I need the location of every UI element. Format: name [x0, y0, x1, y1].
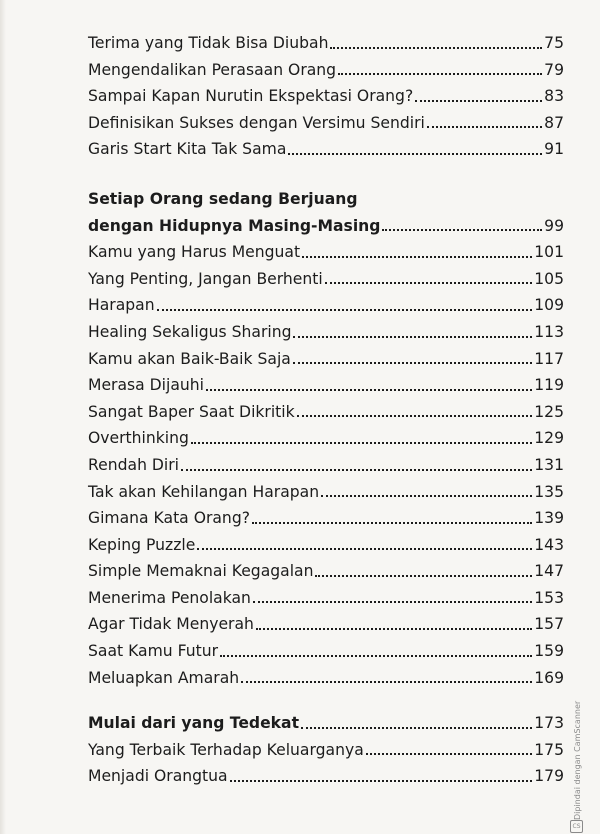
toc-entry — [88, 83, 564, 110]
toc-entry-title: Overthinking — [88, 429, 189, 448]
leader-dots — [382, 229, 542, 231]
toc-page-number: 139 — [534, 509, 564, 528]
toc-section-heading-line-1: Setiap Orang sedang Berjuang — [88, 189, 358, 208]
leader-dots — [330, 47, 542, 49]
toc-entry-title: Simple Memaknai Kegagalan — [88, 562, 314, 581]
toc-page-number: 113 — [534, 322, 564, 341]
toc-page-number: 75 — [544, 34, 564, 52]
toc-entry — [88, 737, 564, 764]
toc-page-number: 101 — [534, 243, 564, 262]
toc-group-1 — [88, 30, 564, 163]
toc-entry-title: Terima yang Tidak Bisa Diubah — [88, 34, 329, 52]
toc-entry — [88, 452, 564, 479]
leader-dots — [302, 256, 532, 258]
section-gap — [88, 163, 564, 186]
toc-entry — [88, 399, 564, 426]
toc-entry-title: Meluapkan Amarah — [88, 668, 240, 687]
toc-entry — [88, 136, 564, 163]
leader-dots — [325, 282, 533, 284]
toc-group-2 — [88, 239, 564, 691]
leader-dots — [297, 415, 533, 417]
toc-entry — [88, 425, 564, 452]
leader-dots — [288, 153, 542, 155]
toc-entry — [88, 532, 564, 559]
scanner-watermark: Dipindai dengan CamScanner — [573, 700, 582, 820]
toc-entry — [88, 239, 564, 266]
leader-dots — [252, 522, 532, 524]
section-gap — [88, 691, 564, 710]
leader-dots — [415, 100, 542, 102]
toc-entry-title: Menjadi Orangtua — [88, 767, 228, 786]
leader-dots — [241, 681, 532, 683]
toc-entry-title: Sampai Kapan Nurutin Ekspektasi Orang? — [88, 87, 414, 106]
toc-page-number: 109 — [534, 296, 564, 315]
leader-dots — [293, 336, 532, 338]
toc-entry-title: Yang Terbaik Terhadap Keluarganya — [88, 740, 364, 759]
table-of-contents — [88, 30, 564, 790]
toc-page-number: 147 — [534, 562, 564, 581]
toc-entry-title: Keping Puzzle — [88, 535, 196, 554]
toc-entry — [88, 346, 564, 373]
toc-entry-title: Garis Start Kita Tak Sama — [88, 140, 287, 159]
leader-dots — [315, 575, 532, 577]
toc-page-number: 125 — [534, 402, 564, 421]
toc-page-number: 173 — [534, 714, 564, 733]
toc-section-heading — [88, 213, 564, 240]
toc-entry — [88, 30, 564, 57]
leader-dots — [293, 362, 532, 364]
toc-page-number: 179 — [534, 767, 564, 786]
toc-page-number: 83 — [544, 87, 564, 106]
toc-page-number: 79 — [544, 60, 564, 79]
leader-dots — [338, 73, 542, 75]
toc-entry — [88, 292, 564, 319]
toc-entry-title: Harapan — [88, 296, 155, 315]
toc-entry — [88, 611, 564, 638]
leader-dots — [191, 442, 532, 444]
toc-page-number: 87 — [544, 113, 564, 132]
toc-page-number: 169 — [534, 668, 564, 687]
toc-entry-title: Gimana Kata Orang? — [88, 509, 250, 528]
toc-entry — [88, 372, 564, 399]
toc-entry — [88, 638, 564, 665]
toc-page-number: 99 — [544, 216, 564, 235]
leader-dots — [220, 655, 532, 657]
toc-entry-title: Kamu akan Baik-Baik Saja — [88, 349, 291, 368]
camscanner-logo-icon: CS — [570, 820, 583, 833]
leader-dots — [301, 727, 532, 729]
toc-page-number: 117 — [534, 349, 564, 368]
toc-page-number: 119 — [534, 376, 564, 395]
toc-page-number: 143 — [534, 535, 564, 554]
toc-page-number: 129 — [534, 429, 564, 448]
toc-entry-title: Mengendalikan Perasaan Orang — [88, 60, 337, 79]
toc-entry — [88, 585, 564, 612]
toc-entry-title: Definisikan Sukses dengan Versimu Sendiri — [88, 113, 425, 132]
toc-entry-title: Tak akan Kehilangan Harapan — [88, 482, 320, 501]
toc-entry-title: Healing Sekaligus Sharing — [88, 322, 292, 341]
toc-entry — [88, 319, 564, 346]
toc-entry-title: Kamu yang Harus Menguat — [88, 243, 301, 262]
toc-page-number: 157 — [534, 615, 564, 634]
toc-page-number: 105 — [534, 269, 564, 288]
toc-entry — [88, 479, 564, 506]
toc-section-heading — [88, 710, 564, 737]
toc-page-number: 91 — [544, 140, 564, 159]
toc-group-3 — [88, 737, 564, 790]
leader-dots — [256, 628, 532, 630]
toc-entry-title: Sangat Baper Saat Dikritik — [88, 402, 295, 421]
toc-entry — [88, 110, 564, 137]
toc-entry — [88, 763, 564, 790]
toc-entry-title: Menerima Penolakan — [88, 588, 251, 607]
toc-entry — [88, 665, 564, 692]
leader-dots — [157, 309, 533, 311]
toc-section-title: Mulai dari yang Tedekat — [88, 714, 300, 733]
leader-dots — [253, 601, 532, 603]
toc-entry-title: Agar Tidak Menyerah — [88, 615, 254, 634]
toc-page-number: 135 — [534, 482, 564, 501]
leader-dots — [197, 548, 532, 550]
toc-entry-title: Merasa Dijauhi — [88, 376, 204, 395]
toc-entry — [88, 505, 564, 532]
leader-dots — [366, 753, 532, 755]
toc-section-heading-line-2: dengan Hidupnya Masing-Masing — [88, 216, 381, 235]
toc-page-number: 131 — [534, 455, 564, 474]
toc-entry-title: Rendah Diri — [88, 455, 179, 474]
leader-dots — [427, 126, 542, 128]
leader-dots — [321, 495, 532, 497]
toc-entry — [88, 266, 564, 293]
toc-entry — [88, 558, 564, 585]
toc-entry — [88, 57, 564, 84]
toc-page-number: 175 — [534, 740, 564, 759]
toc-entry-title: Yang Penting, Jangan Berhenti — [88, 269, 323, 288]
leader-dots — [206, 389, 532, 391]
toc-entry-title: Saat Kamu Futur — [88, 642, 219, 661]
toc-page-number: 159 — [534, 642, 564, 661]
leader-dots — [230, 780, 533, 782]
leader-dots — [181, 469, 532, 471]
page-edge-shadow — [0, 0, 6, 834]
toc-page-number: 153 — [534, 588, 564, 607]
